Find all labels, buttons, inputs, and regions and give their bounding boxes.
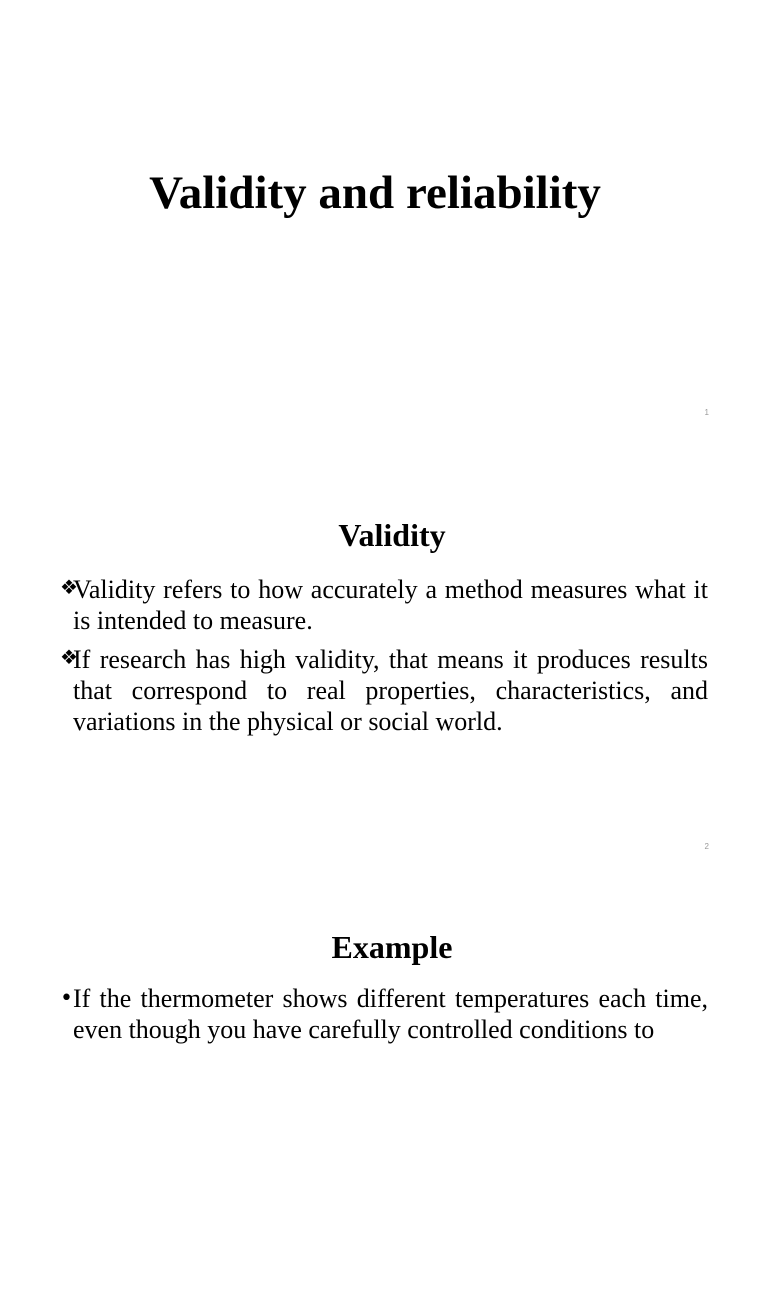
diamond-bullet-icon: ❖ (60, 645, 78, 669)
slide-number: 2 (704, 842, 709, 851)
dot-bullet-icon: • (60, 986, 73, 1011)
slide-number: 1 (704, 408, 709, 417)
bullet-text: Validity refers to how accurately a method measures what it is intended to measure. (73, 575, 708, 635)
diamond-bullet-icon: ❖ (60, 575, 78, 599)
bullet-item (60, 983, 708, 1045)
slide-title: Validity and reliability (149, 167, 601, 219)
slide-2 (0, 434, 768, 868)
bullet-item (60, 574, 708, 636)
bullet-text: If research has high validity, that means it produces results that correspond to real properties, characteristics, and variations in the physical or social world. (73, 645, 708, 736)
slide-1 (0, 0, 768, 434)
slide-heading: Validity (338, 517, 446, 553)
slide-3 (0, 868, 768, 1302)
bullet-list (60, 574, 708, 745)
slide-heading: Example (331, 929, 453, 965)
bullet-list (60, 983, 708, 1053)
bullet-text: If the thermometer shows different temperatures each time, even though you have carefully controlled conditions to (73, 984, 708, 1044)
bullet-item (60, 644, 708, 737)
